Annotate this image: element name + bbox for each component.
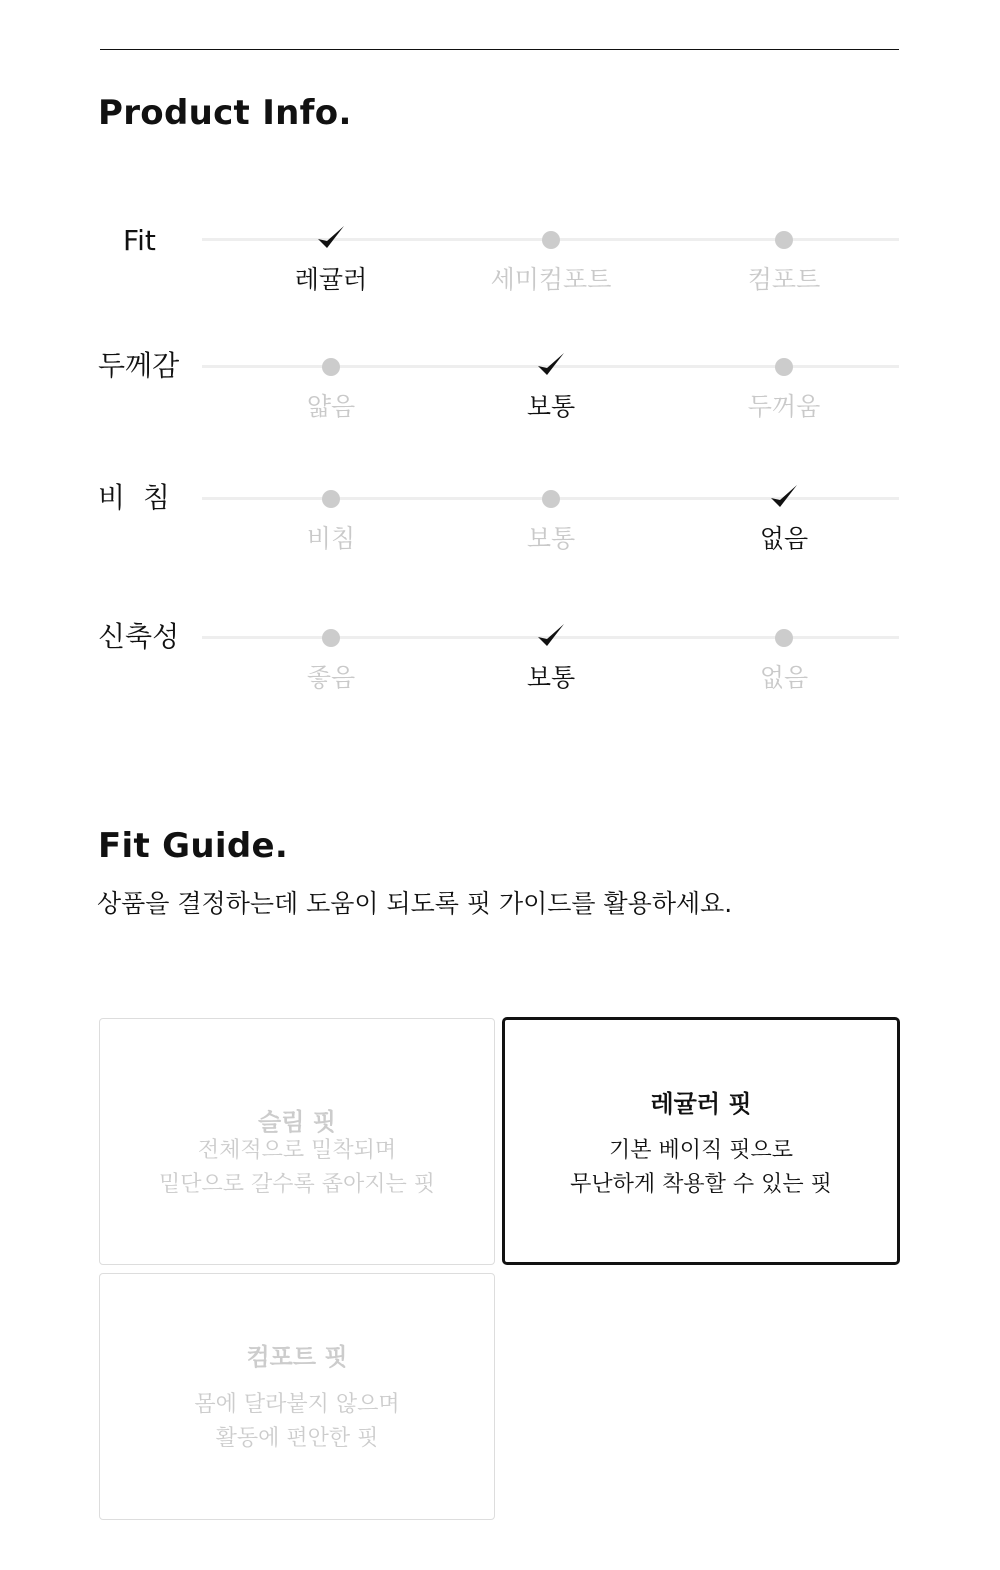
dot-icon xyxy=(322,490,340,508)
spec-label: 비 침 xyxy=(98,481,170,514)
spec-option-label: 두꺼움 xyxy=(747,392,821,421)
fit-card-comfort[interactable] xyxy=(99,1273,495,1520)
dot-icon xyxy=(542,231,560,249)
spec-label: 두께감 xyxy=(98,349,180,382)
fit-guide-subtitle: 상품을 결정하는데 도움이 되도록 핏 가이드를 활용하세요. xyxy=(97,889,733,918)
fit-card-title: 컴포트 핏 xyxy=(246,1343,348,1371)
fit-card-line: 기본 베이직 핏으로 xyxy=(608,1138,793,1163)
dot-icon xyxy=(322,629,340,647)
checkmark-icon xyxy=(768,481,800,513)
fit-card-line: 활동에 편안한 핏 xyxy=(215,1426,379,1451)
spec-row-fit xyxy=(0,220,1000,310)
spec-option-label: 세미컴포트 xyxy=(490,265,612,294)
dot-icon xyxy=(775,629,793,647)
fit-card-title: 레귤러 핏 xyxy=(650,1090,752,1118)
fit-card-line: 밑단으로 갈수록 좁아지는 핏 xyxy=(158,1172,435,1197)
spec-row-stretch xyxy=(0,618,1000,708)
fit-card-title: 슬림 핏 xyxy=(258,1108,336,1136)
spec-option-label: 없음 xyxy=(759,524,809,553)
checkmark-icon xyxy=(535,620,567,652)
spec-option-label: 보통 xyxy=(526,524,576,553)
spec-row-sheerness xyxy=(0,479,1000,569)
spec-option-label: 보통 xyxy=(526,663,576,692)
fit-card-description xyxy=(505,1134,897,1202)
spec-label: Fit xyxy=(123,224,156,257)
fit-card-line: 전체적으로 밀착되며 xyxy=(197,1138,397,1163)
spec-row-thickness xyxy=(0,347,1000,437)
fit-card-regular[interactable] xyxy=(502,1017,900,1265)
spec-option-label: 좋음 xyxy=(306,663,356,692)
fit-card-line: 무난하게 착용할 수 있는 핏 xyxy=(570,1172,832,1197)
spec-label: 신축성 xyxy=(98,620,180,653)
spec-option-label: 보통 xyxy=(526,392,576,421)
spec-option-label: 컴포트 xyxy=(747,265,821,294)
fit-card-line: 몸에 달라붙지 않으며 xyxy=(194,1392,400,1417)
dot-icon xyxy=(775,358,793,376)
fit-guide-title: Fit Guide. xyxy=(98,826,289,866)
spec-option-label: 얇음 xyxy=(306,392,356,421)
checkmark-icon xyxy=(535,349,567,381)
dot-icon xyxy=(322,358,340,376)
fit-card-slim[interactable] xyxy=(99,1018,495,1265)
spec-option-label: 비침 xyxy=(306,524,356,553)
dot-icon xyxy=(775,231,793,249)
top-divider xyxy=(100,49,899,50)
dot-icon xyxy=(542,490,560,508)
spec-option-label: 없음 xyxy=(759,663,809,692)
checkmark-icon xyxy=(315,222,347,254)
fit-card-description xyxy=(100,1388,494,1456)
spec-option-label: 레귤러 xyxy=(294,265,368,294)
product-info-title: Product Info. xyxy=(98,93,352,133)
fit-card-description xyxy=(100,1134,494,1202)
